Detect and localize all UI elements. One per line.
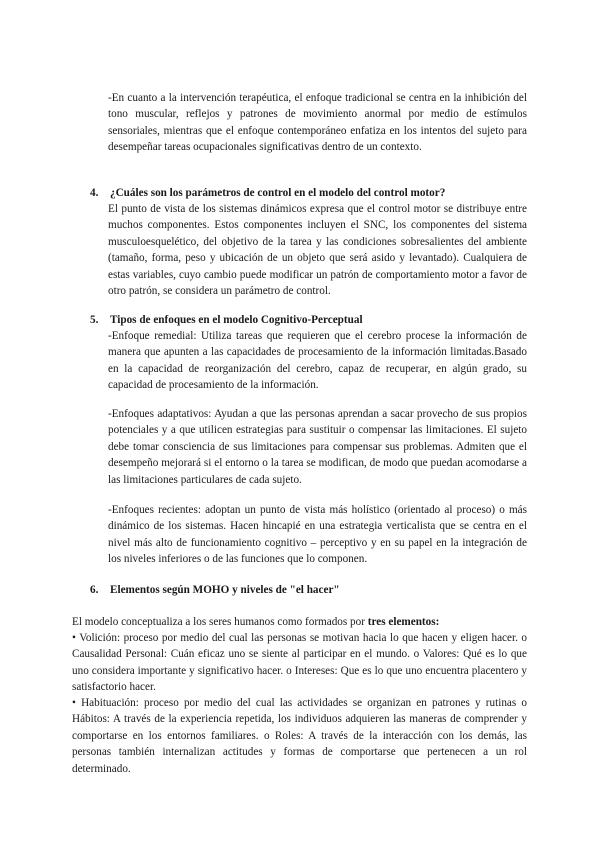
section-5-recientes: -Enfoques recientes: adoptan un punto de vista más holístico (orientado al proceso) o más dinámico de los sistemas. Hacen hincapié en una estrategia verticalista que se centra en el nivel más alto de funcionamiento cognitivo – perceptivo y en su papel en la integración de los niveles inferiores o de las funciones que lo componen. [108, 504, 527, 566]
section-5-adaptativos: -Enfoques adaptativos: Ayudan a que las personas aprendan a sacar provecho de sus propios potenciales y a que utilicen estrategias para sustituir o compensar las limitaciones. El sujeto debe tomar consciencia de sus limitaciones para compensar sus problemas. Admiten que el desempeño mejorará si el entorno o la tarea se modifican, de modo que puedan acomodarse a las limitaciones particulares de cada sujeto. [108, 408, 527, 486]
section-5-remedial: -Enfoque remedial: Utiliza tareas que requieren que el cerebro procese la información de manera que apunten a las capacidades de procesamiento de la información limitadas.Basado en la capacidad de reorganización del cerebro, capaz de recuperar, en algún grado, su capacidad de procesamiento de la información. [108, 330, 527, 392]
section-4-number: 4. [90, 187, 99, 199]
section-6-intro [72, 614, 527, 630]
section-5-heading [90, 312, 363, 328]
section-4-heading [90, 185, 445, 201]
section-6-heading [90, 582, 340, 598]
intro-paragraph: -En cuanto a la intervención terapéutica, el enfoque tradicional se centra en la inhibición del tono muscular, reflejos y patrones de movimiento anormal por medio de estímulos sensoriales, mientras que el enfoque contemporáneo enfatiza en los intentos del sujeto para desempeñar tareas ocupacionales significativas dentro de un contexto. [108, 92, 527, 154]
section-6-title: Elementos según MOHO y niveles de "el hacer" [110, 584, 340, 596]
section-6-number: 6. [90, 584, 99, 596]
section-5-number: 5. [90, 314, 99, 326]
section-5-title: Tipos de enfoques en el modelo Cognitivo-Perceptual [110, 314, 363, 326]
section-6-volicion: • Volición: proceso por medio del cual las personas se motivan hacia lo que hacen y eligen hacer. o Causalidad Personal: Cuán eficaz uno se siente al participar en el mundo. o Valores: Qué es lo que uno considera importante y significativo hacer. o Intereses: Que es lo que uno encuentra placentero y satisfactorio hacer. [72, 632, 527, 694]
section-6-intro-text: El modelo conceptualiza a los seres humanos como formados por [72, 616, 365, 628]
section-6-habituacion: • Habituación: proceso por medio del cual las actividades se organizan en patrones y rutinas o Hábitos: A través de la experiencia repetida, los individuos adquieren las maneras de comprender y comportarse en los entornos familiares. o Roles: A través de la interacción con los demás, las personas también internalizan actitudes y formas de comportarse que pertenecen a un rol determinado. [72, 697, 527, 775]
section-6-intro-bold: tres elementos: [367, 616, 440, 628]
section-4-title: ¿Cuáles son los parámetros de control en el modelo del control motor? [110, 187, 446, 199]
section-4-body: El punto de vista de los sistemas dinámicos expresa que el control motor se distribuye entre muchos componentes. Estos componentes incluyen el SNC, los componentes del sistema musculoesquelético, del objetivo de la tarea y las condiciones sobresalientes del ambiente (tamaño, forma, peso y ubicación de un objeto que será asido y levantado). Cualquiera de estas variables, cuyo cambio puede modificar un patrón de comportamiento motor a favor de otro patrón, se considera un parámetro de control. [108, 203, 527, 298]
